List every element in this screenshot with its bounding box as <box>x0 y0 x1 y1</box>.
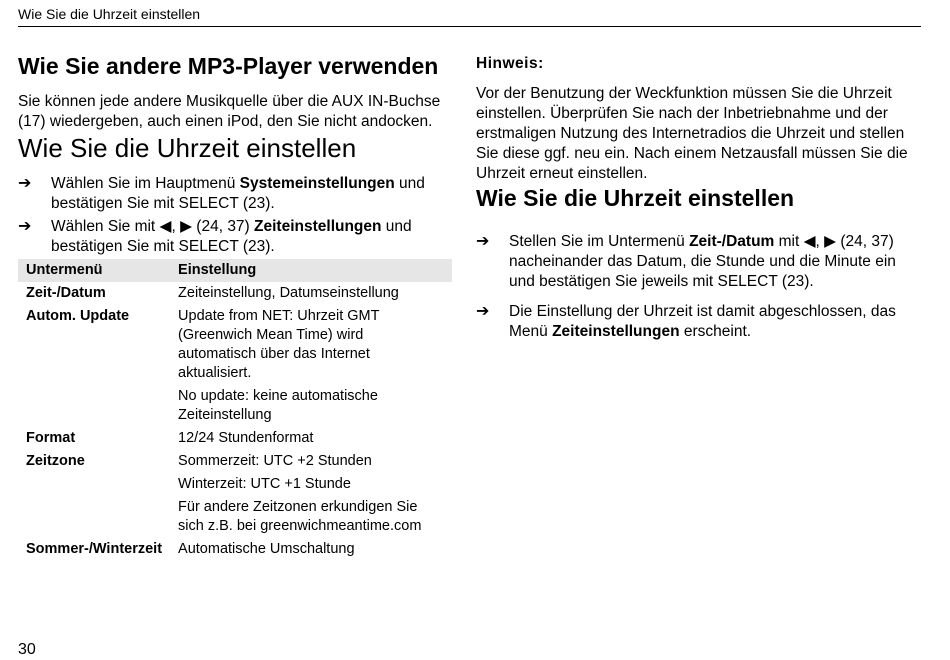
table-row <box>18 538 452 561</box>
bullet-text-bold: Zeit-/Datum <box>689 233 775 250</box>
table-cell-value: Automatische Umschaltung <box>178 541 355 557</box>
bullet-text-bold: Systemeinstellungen <box>239 175 395 192</box>
arrow-right-icon: ➔ <box>476 303 490 320</box>
table-row <box>18 385 452 427</box>
left-column <box>18 52 454 561</box>
bullet-text-pre: Wählen Sie mit ◀, ▶ (24, 37) <box>51 218 255 235</box>
bullet-text-post: und bestätigen Sie mit SELECT (23). <box>51 218 412 255</box>
table-cell-value: Sommerzeit: UTC +2 Stunden <box>178 453 372 469</box>
table-cell-value: No update: keine automatische Zeiteinstellung <box>178 388 378 423</box>
bullet-text-pre: Die Einstellung der Uhrzeit ist damit abgeschlossen, das Menü <box>509 303 896 340</box>
table-cell-key: Format <box>26 430 76 446</box>
time-heading-right: Wie Sie die Uhrzeit einstellen <box>476 185 795 211</box>
bullet-text-post: mit ◀, ▶ (24, 37) nacheinander das Datum, die Stunde und die Minute ein und bestätigen Sie jeweils mit SELECT (23). <box>509 233 896 290</box>
right-column <box>476 54 916 342</box>
right-bullet-2 <box>476 302 916 342</box>
table-row <box>18 496 452 538</box>
table-cell-key: Zeitzone <box>26 453 85 469</box>
bullet-text-bold: Zeiteinstellungen <box>254 218 382 235</box>
table-cell-key <box>18 473 170 496</box>
left-bullet-2 <box>18 217 454 257</box>
table-header-submenu: Untermenü <box>18 259 170 282</box>
arrow-right-icon: ➔ <box>18 218 32 235</box>
page-number: 30 <box>18 641 36 658</box>
arrow-right-icon: ➔ <box>476 233 490 250</box>
table-row <box>18 427 452 450</box>
bullet-text-pre: Wählen Sie im Hauptmenü <box>51 175 240 192</box>
table-cell-value: Update from NET: Uhrzeit GMT (Greenwich Mean Time) wird automatisch über das Internet aktualisiert. <box>178 308 380 381</box>
running-header-title: Wie Sie die Uhrzeit einstellen <box>18 6 201 22</box>
arrow-right-icon: ➔ <box>18 175 32 192</box>
table-header-setting: Einstellung <box>170 259 452 282</box>
table-cell-key: Zeit-/Datum <box>26 285 106 301</box>
running-header <box>18 6 921 27</box>
table-cell-key: Sommer-/Winterzeit <box>26 541 163 557</box>
table-row <box>18 473 452 496</box>
time-heading-left: Wie Sie die Uhrzeit einstellen <box>18 133 357 163</box>
table-cell-value: 12/24 Stundenformat <box>178 430 314 446</box>
mp3-heading: Wie Sie andere MP3-Player verwenden <box>18 53 439 79</box>
table-cell-value: Zeiteinstellung, Datumseinstellung <box>178 285 399 301</box>
settings-table <box>18 259 452 561</box>
table-cell-value: Für andere Zeitzonen erkundigen Sie sich z.B. bei greenwichmeantime.com <box>178 499 422 534</box>
table-cell-key <box>18 496 170 538</box>
table-cell-key: Autom. Update <box>26 308 130 324</box>
bullet-text-bold: Zeiteinstellungen <box>552 323 680 340</box>
table-row <box>18 305 452 385</box>
left-bullet-1 <box>18 174 454 214</box>
bullet-text-pre: Stellen Sie im Untermenü <box>509 233 690 250</box>
table-cell-key <box>18 385 170 427</box>
mp3-paragraph: Sie können jede andere Musikquelle über die AUX IN-Buchse (17) wiedergeben, auch einen iPod, den Sie nicht andocken. <box>18 93 441 130</box>
bullet-text-post: erscheint. <box>679 323 752 340</box>
right-bullet-1 <box>476 232 916 292</box>
table-row <box>18 450 452 473</box>
bullet-text-post: und bestätigen Sie mit SELECT (23). <box>51 175 425 212</box>
table-row <box>18 282 452 305</box>
table-header-row <box>18 259 452 282</box>
table-cell-value: Winterzeit: UTC +1 Stunde <box>178 476 351 492</box>
note-title: Hinweis: <box>476 55 544 72</box>
note-paragraph: Vor der Benutzung der Weckfunktion müssen Sie die Uhrzeit einstellen. Überprüfen Sie nach der Inbetriebnahme und der erstmaligen Nutzung des Internetradios die Uhrzeit und stellen Sie diese ggf. neu ein. Nach einem Netzausfall müssen Sie die Uhrzeit erneut einstellen. <box>476 85 908 182</box>
